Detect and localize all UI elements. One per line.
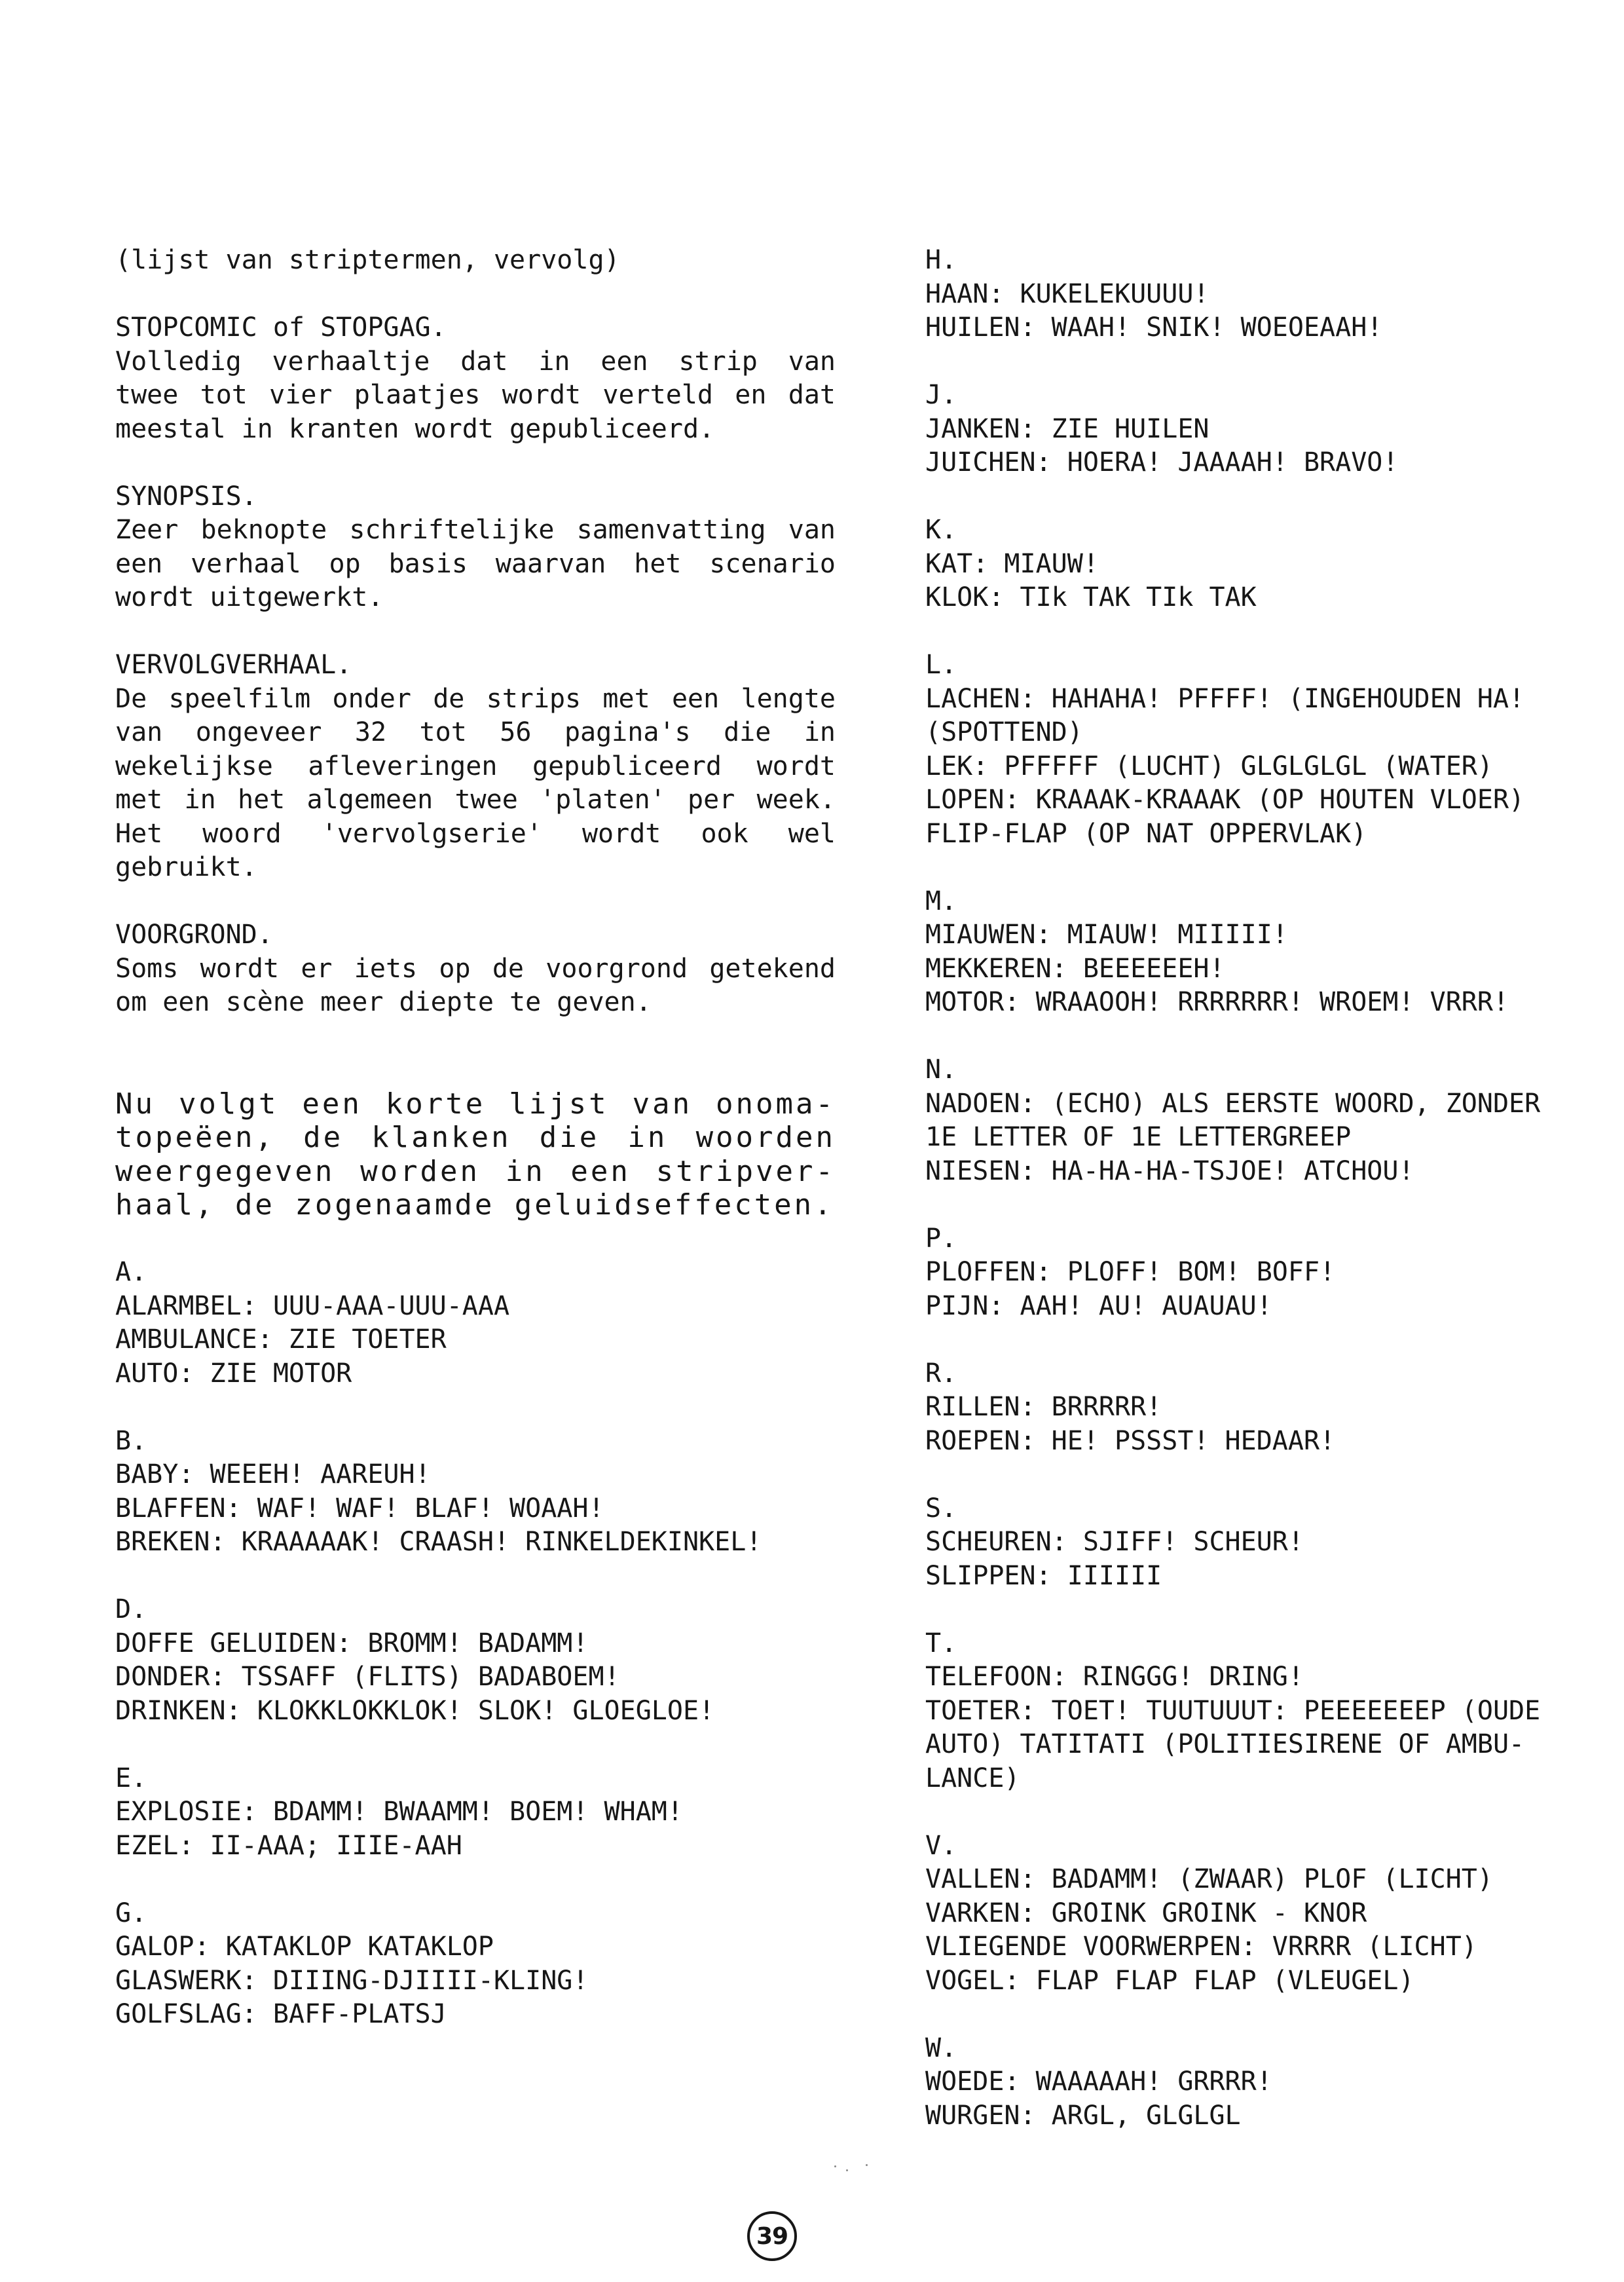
page-number: 39 xyxy=(756,2222,788,2250)
section-letter: S. xyxy=(925,1493,957,1524)
section-letter: W. xyxy=(925,2032,957,2063)
section-letter: A. xyxy=(115,1257,147,1287)
sound-entry: AMBULANCE: ZIE TOETER xyxy=(115,1324,447,1355)
term-line: meestal in kranten wordt gepubliceerd. xyxy=(115,413,715,444)
sound-entry: PLOFFEN: PLOFF! BOM! BOFF! xyxy=(925,1257,1336,1287)
sound-entry: TELEFOON: RINGGG! DRING! xyxy=(925,1662,1304,1692)
section-letter: V. xyxy=(925,1830,957,1861)
sound-entry: LANCE) xyxy=(925,1763,1020,1793)
sound-entry: GOLFSLAG: BAFF-PLATSJ xyxy=(115,1999,447,2029)
section-letter: B. xyxy=(115,1425,147,1456)
section-letter: D. xyxy=(115,1594,147,1624)
term-line: met in het algemeen twee 'platen' per week. xyxy=(115,785,836,815)
sound-entry: (SPOTTEND) xyxy=(925,717,1083,747)
sound-entry: JUICHEN: HOERA! JAAAAH! BRAVO! xyxy=(925,447,1399,477)
section-b xyxy=(115,1425,836,1560)
section-d xyxy=(115,1593,836,1728)
sound-entry: HAAN: KUKELEKUUUU! xyxy=(925,278,1209,309)
term-stopcomic xyxy=(115,311,836,446)
term-heading: VOORGROND. xyxy=(115,920,273,950)
sound-entry: MEKKEREN: BEEEEEEH! xyxy=(925,953,1225,984)
right-column xyxy=(925,244,1580,2167)
section-e xyxy=(115,1762,836,1863)
sound-entry: TOETER: TOET! TUUTUUUT: PEEEEEEEP (OUDE xyxy=(925,1695,1541,1726)
sound-entry: BABY: WEEEH! AAREUH! xyxy=(115,1459,431,1489)
section-letter: E. xyxy=(115,1763,147,1793)
intro-line: weergegeven worden in een stripver- xyxy=(115,1154,836,1188)
sound-entry: PIJN: AAH! AU! AUAUAU! xyxy=(925,1290,1272,1321)
sound-entry: KAT: MIAUW! xyxy=(925,548,1099,579)
term-line: Soms wordt er iets op de voorgrond getekend xyxy=(115,953,836,984)
section-j xyxy=(925,379,1580,480)
sound-entry: SLIPPEN: IIIIII xyxy=(925,1560,1162,1591)
sound-entry: VARKEN: GROINK GROINK - KNOR xyxy=(925,1898,1367,1928)
sound-entry: BREKEN: KRAAAAAK! CRAASH! RINKELDEKINKEL! xyxy=(115,1527,762,1557)
section-letter: P. xyxy=(925,1223,957,1254)
term-line: van ongeveer 32 tot 56 pagina's die in xyxy=(115,717,836,747)
section-letter: L. xyxy=(925,650,957,680)
sound-entry: VALLEN: BADAMM! (ZWAAR) PLOF (LICHT) xyxy=(925,1864,1493,1894)
print-specks xyxy=(832,2161,871,2175)
sound-entry: DOFFE GELUIDEN: BROMM! BADAMM! xyxy=(115,1628,589,1658)
sound-entry: RILLEN: BRRRRR! xyxy=(925,1392,1162,1422)
section-l xyxy=(925,648,1580,851)
term-line: twee tot vier plaatjes wordt verteld en dat xyxy=(115,380,836,410)
section-w xyxy=(925,2032,1580,2133)
sound-entry: EZEL: II-AAA; IIIE-AAH xyxy=(115,1830,462,1861)
sound-entry: AUTO) TATITATI (POLITIESIRENE OF AMBU- xyxy=(925,1729,1525,1759)
sound-entry: GALOP: KATAKLOP KATAKLOP xyxy=(115,1932,494,1962)
intro-line: topeëen, de klanken die in woorden xyxy=(115,1121,836,1154)
term-line: om een scène meer diepte te geven. xyxy=(115,987,652,1017)
sound-entry: MOTOR: WRAAOOH! RRRRRRR! WROEM! VRRR! xyxy=(925,987,1509,1017)
sound-entry: ROEPEN: HE! PSSST! HEDAAR! xyxy=(925,1425,1336,1456)
sound-entry: WOEDE: WAAAAAH! GRRRR! xyxy=(925,2067,1272,2097)
intro-line: haal, de zogenaamde geluidseffecten. xyxy=(115,1188,834,1222)
term-line: Volledig verhaaltje dat in een strip van xyxy=(115,346,836,377)
intro-line: Nu volgt een korte lijst van onoma- xyxy=(115,1087,836,1121)
sound-entry: GLASWERK: DIIING-DJIIII-KLING! xyxy=(115,1965,589,1996)
term-line: gebruikt. xyxy=(115,852,257,882)
section-h xyxy=(925,244,1580,345)
sound-entry: VLIEGENDE VOORWERPEN: VRRRR (LICHT) xyxy=(925,1932,1477,1962)
section-s xyxy=(925,1492,1580,1594)
section-v xyxy=(925,1829,1580,1998)
section-p xyxy=(925,1222,1580,1324)
list-header-block xyxy=(115,244,836,278)
sound-entry: NIESEN: HA-HA-HA-TSJOE! ATCHOU! xyxy=(925,1155,1414,1186)
term-line: een verhaal op basis waarvan het scenario xyxy=(115,548,836,579)
term-line: Het woord 'vervolgserie' wordt ook wel xyxy=(115,818,836,849)
term-line: De speelfilm onder de strips met een lengte xyxy=(115,683,836,714)
term-heading: VERVOLGVERHAAL. xyxy=(115,650,352,680)
onomatopoeia-intro xyxy=(115,1087,836,1222)
section-letter: M. xyxy=(925,886,957,916)
sound-entry: FLIP-FLAP (OP NAT OPPERVLAK) xyxy=(925,818,1367,849)
page-number-badge xyxy=(747,2211,797,2261)
term-line: wordt uitgewerkt. xyxy=(115,582,384,612)
sound-entry: BLAFFEN: WAF! WAF! BLAF! WOAAH! xyxy=(115,1493,604,1524)
sound-entry: AUTO: ZIE MOTOR xyxy=(115,1358,352,1389)
sound-entry: WURGEN: ARGL, GLGLGL xyxy=(925,2100,1241,2131)
section-letter: G. xyxy=(115,1898,147,1928)
sound-entry: MIAUWEN: MIAUW! MIIIII! xyxy=(925,920,1288,950)
section-letter: R. xyxy=(925,1358,957,1389)
sound-entry: LACHEN: HAHAHA! PFFFF! (INGEHOUDEN HA! xyxy=(925,683,1525,714)
section-letter: T. xyxy=(925,1628,957,1658)
section-t xyxy=(925,1627,1580,1796)
section-letter: N. xyxy=(925,1055,957,1085)
sound-entry: EXPLOSIE: BDAMM! BWAAMM! BOEM! WHAM! xyxy=(115,1797,683,1827)
sound-entry: ALARMBEL: UUU-AAA-UUU-AAA xyxy=(115,1290,510,1321)
sound-entry: HUILEN: WAAH! SNIK! WOEOEAAH! xyxy=(925,312,1383,343)
term-line: Zeer beknopte schriftelijke samenvatting van xyxy=(115,515,836,545)
term-synopsis xyxy=(115,480,836,615)
term-heading: STOPCOMIC of STOPGAG. xyxy=(115,312,447,343)
sound-entry: VOGEL: FLAP FLAP FLAP (VLEUGEL) xyxy=(925,1965,1414,1996)
sound-entry: DRINKEN: KLOKKLOKKLOK! SLOK! GLOEGLOE! xyxy=(115,1695,715,1726)
sound-entry: SCHEUREN: SJIFF! SCHEUR! xyxy=(925,1527,1304,1557)
sound-entry: DONDER: TSSAFF (FLITS) BADABOEM! xyxy=(115,1662,620,1692)
section-g xyxy=(115,1897,836,2032)
term-line: wekelijkse afleveringen gepubliceerd wordt xyxy=(115,751,836,781)
section-k xyxy=(925,514,1580,615)
list-header: (lijst van striptermen, vervolg) xyxy=(115,245,620,275)
sound-entry: LOPEN: KRAAAK-KRAAAK (OP HOUTEN VLOER) xyxy=(925,785,1525,815)
term-vervolgverhaal xyxy=(115,648,836,885)
section-n xyxy=(925,1053,1580,1188)
section-r xyxy=(925,1357,1580,1459)
sound-entry: LEK: PFFFFF (LUCHT) GLGLGLGL (WATER) xyxy=(925,751,1493,781)
left-column xyxy=(115,244,836,2065)
sound-entry: NADOEN: (ECHO) ALS EERSTE WOORD, ZONDER xyxy=(925,1088,1541,1119)
term-heading: SYNOPSIS. xyxy=(115,481,257,512)
sound-entry: JANKEN: ZIE HUILEN xyxy=(925,413,1209,444)
section-letter: J. xyxy=(925,380,957,410)
sound-entry: 1E LETTER OF 1E LETTERGREEP xyxy=(925,1122,1352,1152)
term-voorgrond xyxy=(115,918,836,1020)
section-a xyxy=(115,1256,836,1391)
section-letter: H. xyxy=(925,245,957,275)
section-m xyxy=(925,885,1580,1020)
sound-entry: KLOK: TIk TAK TIk TAK xyxy=(925,582,1257,612)
section-letter: K. xyxy=(925,515,957,545)
